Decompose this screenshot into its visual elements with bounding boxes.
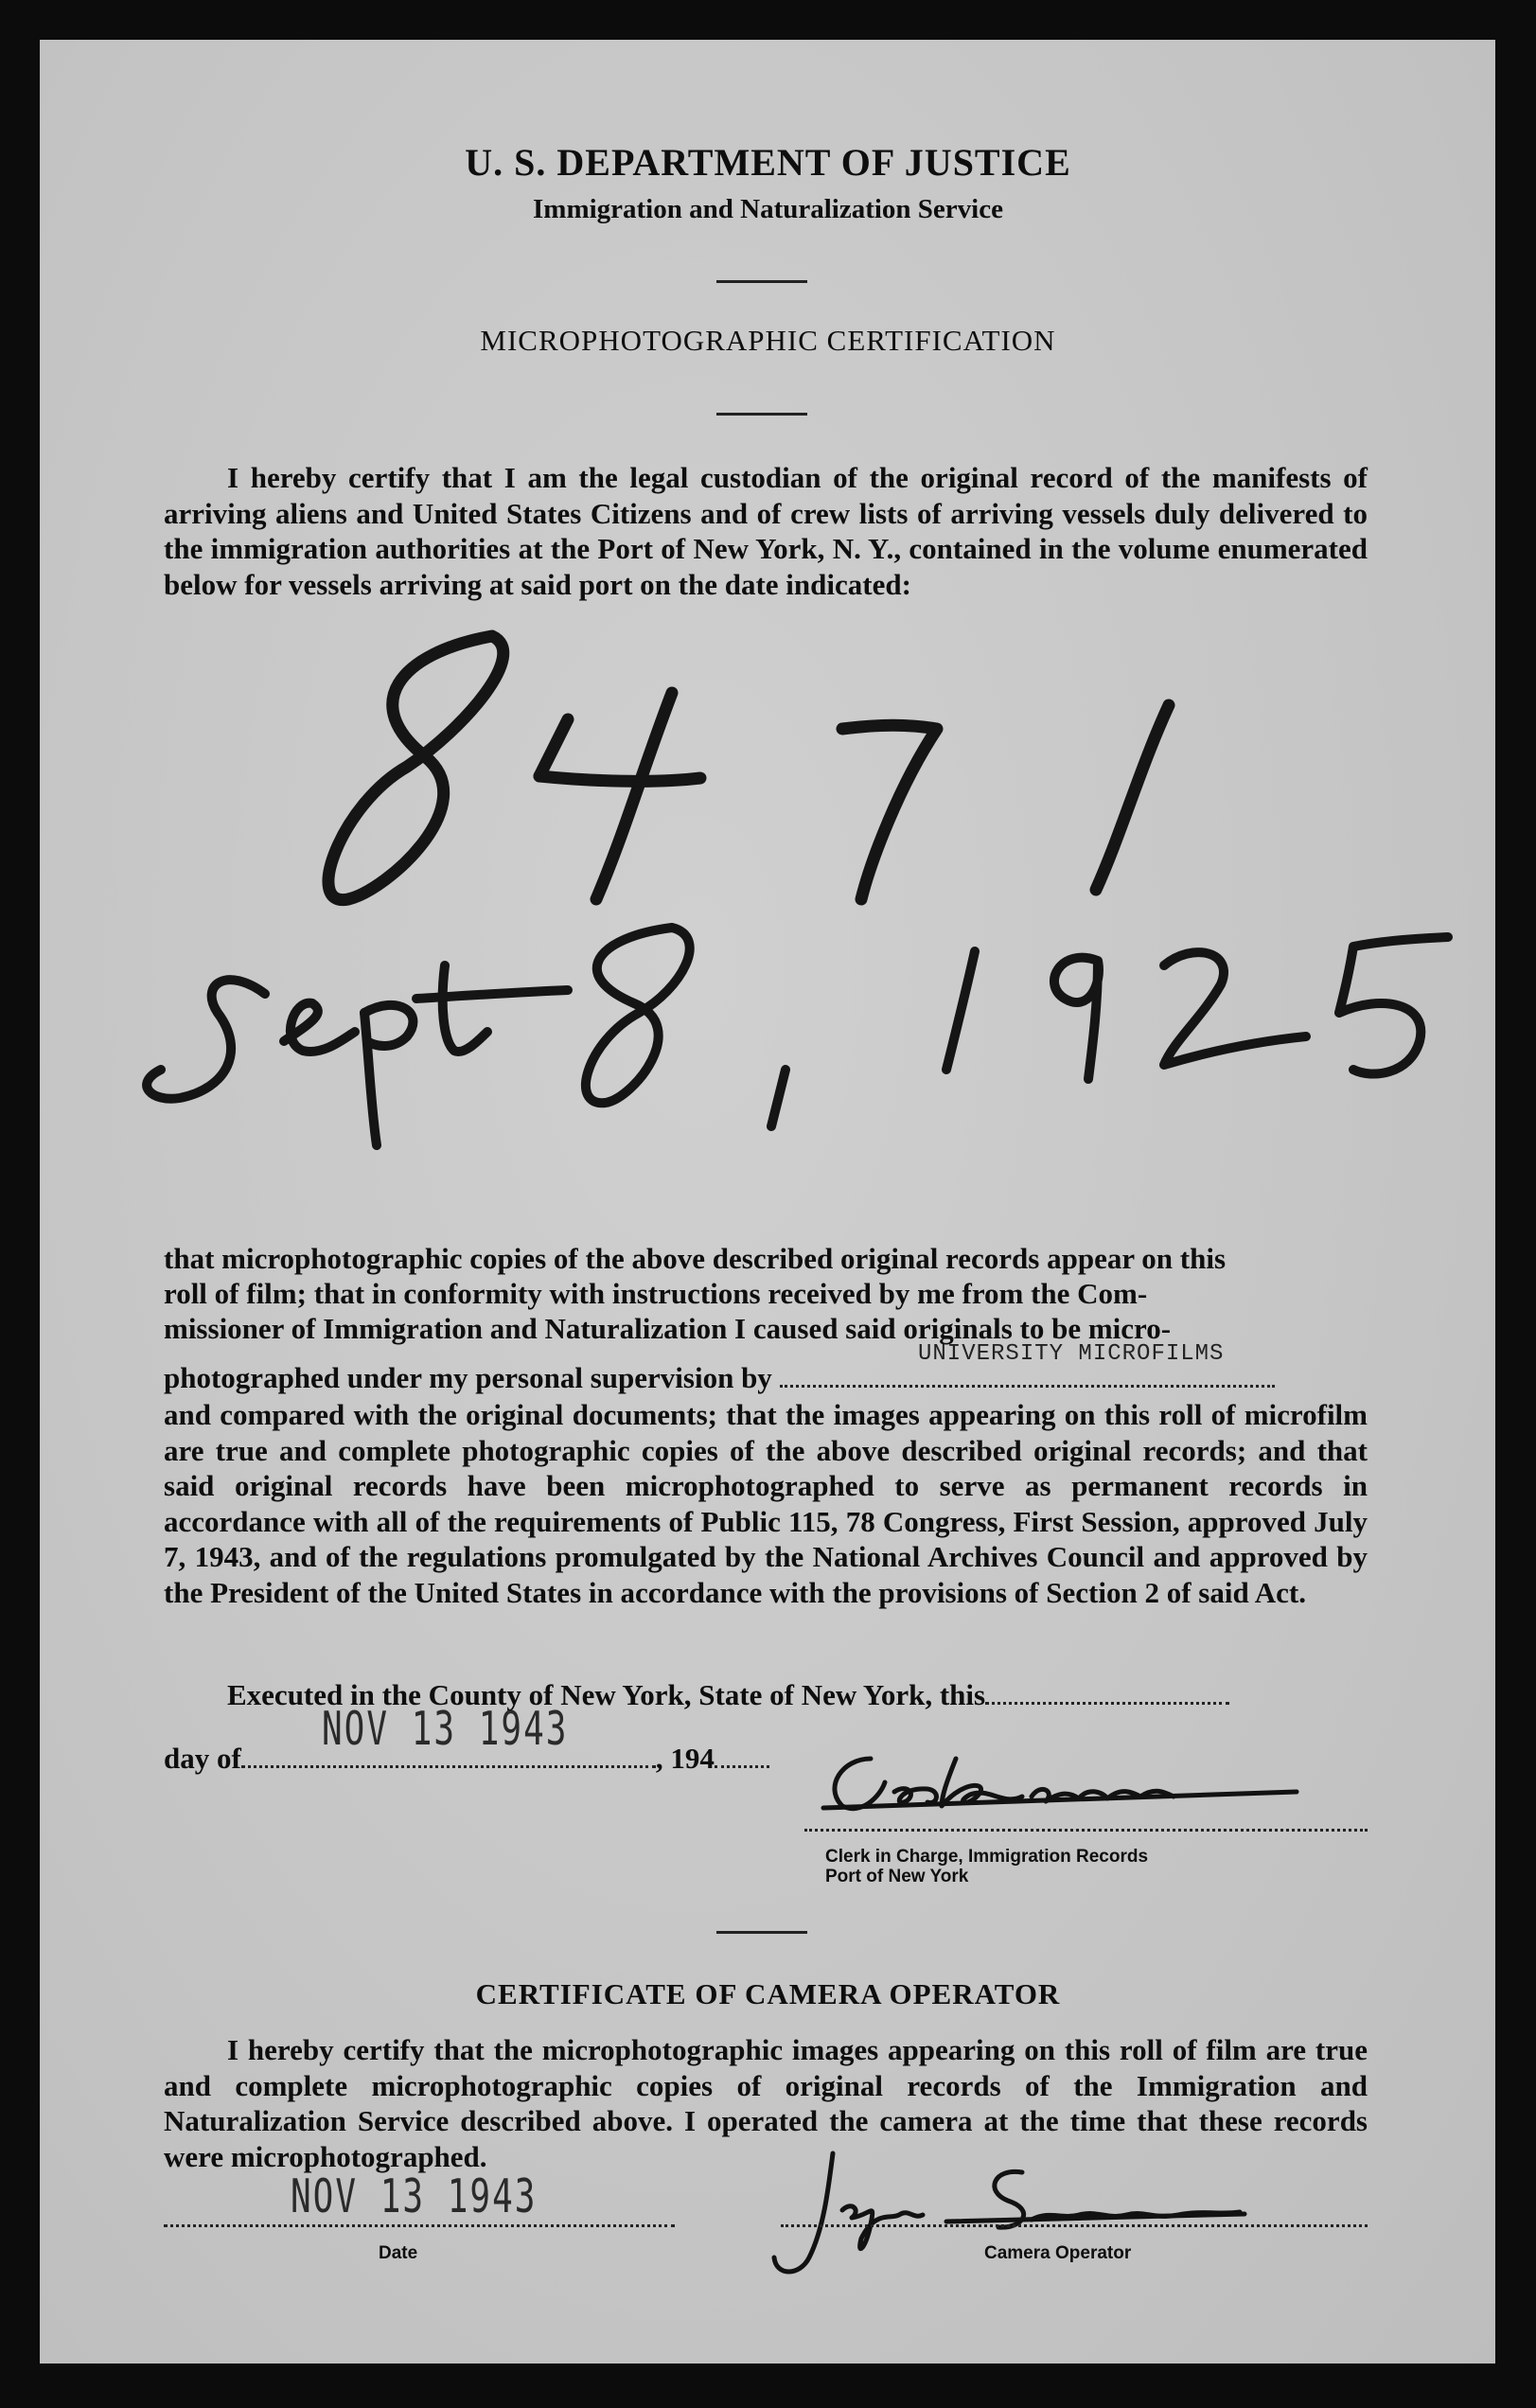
handwritten-volume-number — [284, 615, 1211, 956]
form-title: MICROPHOTOGRAPHIC CERTIFICATION — [480, 324, 1056, 357]
divider-rule — [716, 1931, 807, 1934]
service-subheading: Immigration and Naturalization Service — [533, 194, 1003, 224]
department-heading: U. S. DEPARTMENT OF JUSTICE — [465, 141, 1071, 184]
date-label: Date — [379, 2243, 418, 2263]
clerk-signature — [804, 1740, 1315, 1825]
dotted-blank-line — [715, 1743, 769, 1768]
day-of-label: day of — [164, 1742, 241, 1775]
handwritten-arrival-date — [123, 909, 1467, 1164]
dotted-blank-line — [985, 1679, 1229, 1705]
camera-operator-signature — [757, 2134, 1249, 2286]
stamped-execution-date: NOV 13 1943 — [322, 1704, 569, 1757]
camera-operator-paragraph: I hereby certify that the microphotographic images appearing on this roll of film are true and complete microphotographic copies of original records of the Immigration and Naturalization Service described above. I operated the camera at the time that these records were microphotographed. — [164, 2033, 1368, 2173]
typed-company-name: UNIVERSITY MICROFILMS — [918, 1341, 1225, 1367]
supervision-text: photographed under my personal supervision by — [164, 1361, 772, 1394]
year-prefix: , 194 — [655, 1742, 715, 1775]
intro-paragraph: I hereby certify that I am the legal custodian of the original record of the manifests of arriving aliens and United States Citizens and of crew lists of arriving vessels duly delivered to the immigration authorities at the Port of New York, N. Y., contained in the volume enumerated below for vessels arriving at said port on the date indicated: — [164, 461, 1368, 601]
clerk-title-line-2: Port of New York — [825, 1867, 969, 1886]
stamped-operator-date: NOV 13 1943 — [291, 2171, 538, 2224]
camera-operator-label: Camera Operator — [984, 2243, 1132, 2263]
certification-line-2: roll of film; that in conformity with instructions received by me from the Com- — [164, 1277, 1148, 1310]
divider-rule — [716, 280, 807, 283]
signature-dotted-line — [804, 1829, 1368, 1832]
signature-dotted-line — [781, 2224, 1368, 2227]
divider-rule — [716, 413, 807, 416]
document-sheet — [40, 40, 1495, 2364]
clerk-title-line-1: Clerk in Charge, Immigration Records — [825, 1847, 1149, 1867]
date-dotted-line — [164, 2224, 675, 2227]
certification-paragraph-body: and compared with the original documents; that the images appearing on this roll of microfilm are true and complete photographic copies of the above described original records; and that said original records have been microphotographed to serve as permanent records in accordance with all of the requirements of Public 115, 78 Congress, First Session, approved July 7, 1943, and of the regulations promulgated by the National Archives Council and approved by the President of the United States in accordance with the provisions of Section 2 of said Act. — [164, 1398, 1368, 1609]
executed-text: Executed in the County of New York, State of New York, this — [227, 1678, 986, 1711]
certification-line-1: that microphotographic copies of the above described original records appear on this — [164, 1242, 1227, 1275]
certification-line-3: missioner of Immigration and Naturalization I caused said originals to be micro- — [164, 1312, 1172, 1345]
camera-operator-title: CERTIFICATE OF CAMERA OPERATOR — [475, 1977, 1061, 2010]
